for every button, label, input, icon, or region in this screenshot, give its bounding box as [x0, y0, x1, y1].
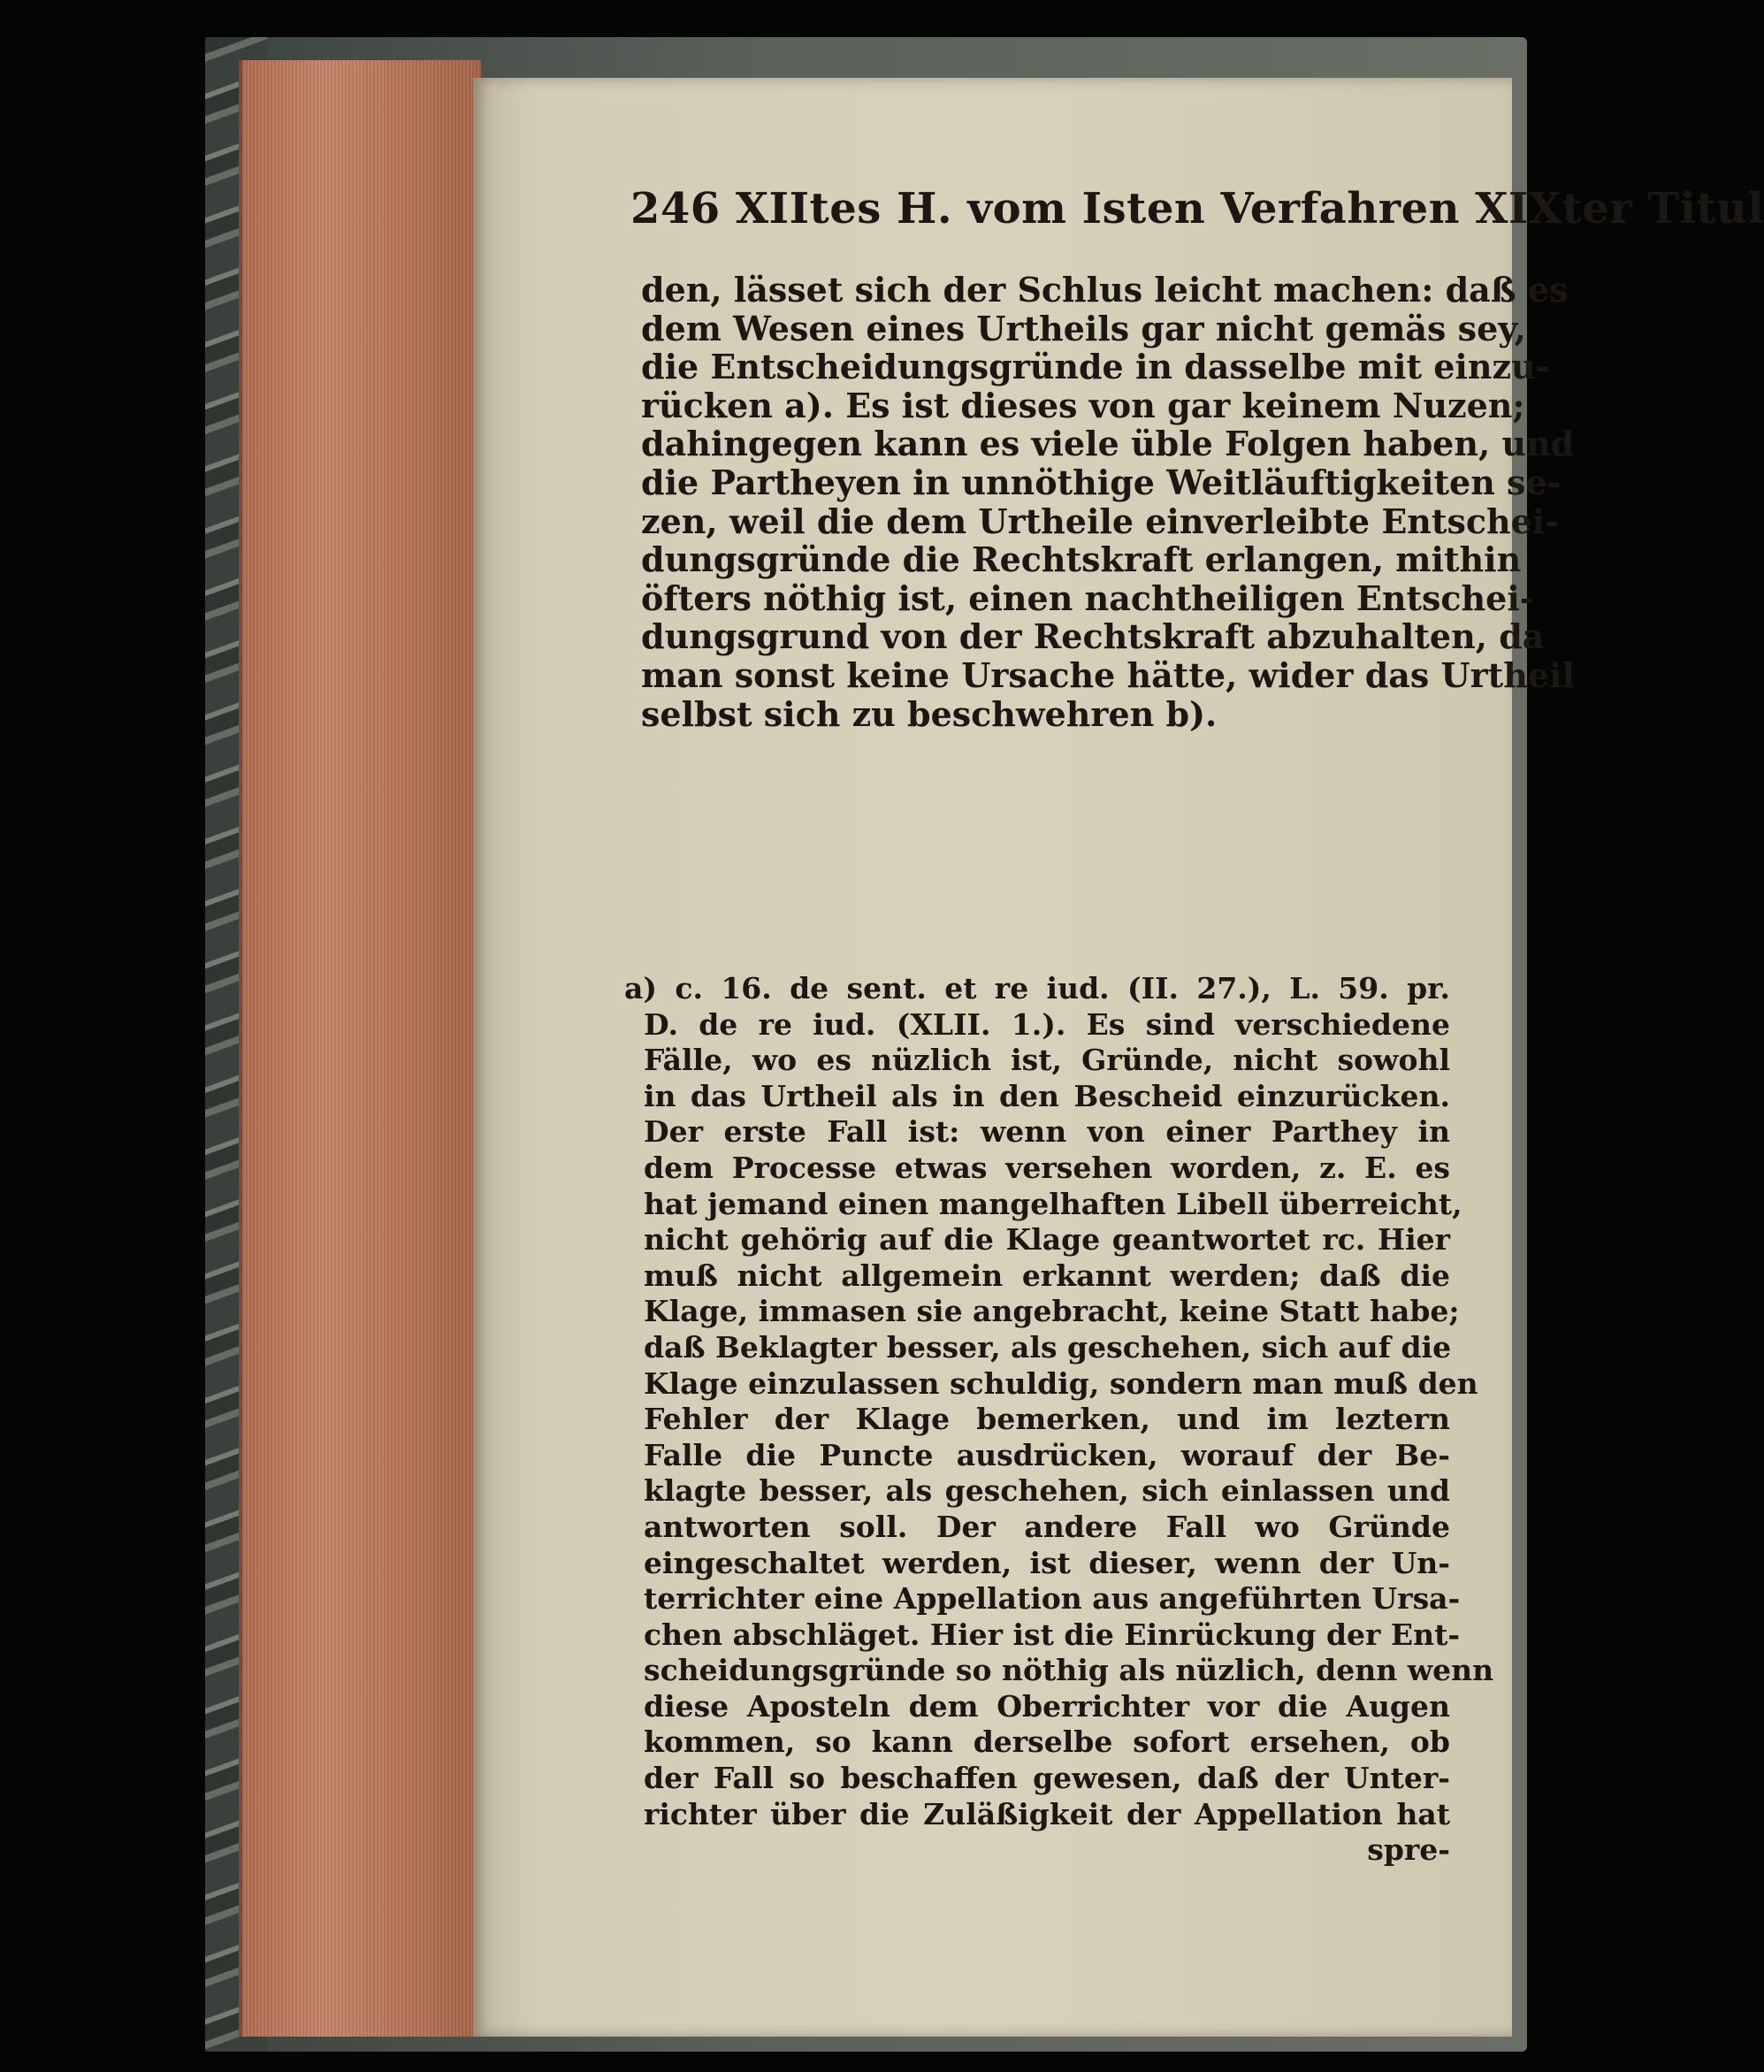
footnote-line: chen abschläget. Hier ist die Einrückung der Ent-: [644, 1617, 1461, 1652]
main-line: zen, weil die dem Urtheile einverleibte Entschei-: [641, 501, 1560, 541]
main-line: dungsgründe die Rechtskraft erlangen, mithin: [641, 539, 1522, 580]
main-line: dem Wesen eines Urtheils gar nicht gemäs sey,: [641, 308, 1526, 348]
footnote-line: Falle die Puncte ausdrücken, worauf der Be-: [644, 1437, 1450, 1472]
footnote-line: Klage einzulassen schuldig, sondern man muß den: [644, 1365, 1478, 1401]
main-text: [641, 270, 1575, 734]
main-line: den, lässet sich der Schlus leicht machen: daß es: [641, 270, 1569, 310]
footnote-line: Klage, immasen sie angebracht, keine Statt habe;: [644, 1294, 1460, 1329]
footnote-line: Fälle, wo es nüzlich ist, Gründe, nicht sowohl: [644, 1043, 1450, 1078]
footnote-line: diese Aposteln dem Oberrichter vor die Augen: [644, 1688, 1450, 1724]
footnote-line: richter über die Zuläßigkeit der Appellation hat: [644, 1796, 1450, 1831]
footnote-line: nicht gehörig auf die Klage geantwortet rc. Hier: [644, 1222, 1450, 1258]
footnote-line: hat jemand einen mangelhaften Libell überreicht,: [644, 1186, 1462, 1221]
running-header: 246 XIItes H. vom Isten Verfahren XIXter Titul: [630, 184, 1764, 233]
footnote-line: eingeschaltet werden, ist dieser, wenn der Un-: [644, 1545, 1450, 1580]
footnote-line: terrichter eine Appellation aus angeführten Ursa-: [644, 1581, 1461, 1617]
footnote-line: Der erste Fall ist: wenn von einer Parthey in: [644, 1114, 1450, 1150]
footnote-line: dem Processe etwas versehen worden, z. E. es: [644, 1150, 1450, 1185]
footnote-line: D. de re iud. (XLII. 1.). Es sind verschiedene: [644, 1006, 1450, 1042]
footnote-line: scheidungsgründe so nöthig als nüzlich, denn wenn: [644, 1653, 1494, 1688]
footnote-line: der Fall so beschaffen gewesen, daß der Unter-: [644, 1761, 1450, 1796]
main-line: rücken a). Es ist dieses von gar keinem Nuzen;: [641, 385, 1525, 425]
footnote-line: daß Beklagter besser, als geschehen, sich auf die: [644, 1329, 1452, 1365]
main-line: dungsgrund von der Rechtskraft abzuhalten, da: [641, 616, 1545, 657]
page-text: [473, 78, 1764, 2037]
main-line: dahingegen kann es viele üble Folgen haben, und: [641, 424, 1575, 464]
main-line: selbst sich zu beschwehren b).: [641, 693, 1218, 734]
main-line: öfters nöthig ist, einen nachtheiligen Entschei-: [641, 577, 1534, 618]
book-page: [473, 78, 1764, 2037]
footnote-line: a) c. 16. de sent. et re iud. (II. 27.), L. 59. pr.: [624, 971, 1450, 1005]
main-line: die Partheyen in unnöthige Weitläuftigkeiten se-: [641, 462, 1562, 502]
catchword: spre-: [1367, 1832, 1450, 1868]
footnote-line: klagte besser, als geschehen, sich einlassen und: [644, 1473, 1450, 1509]
footnote-line: in das Urtheil als in den Bescheid einzurücken.: [644, 1078, 1450, 1113]
footnote-line: Fehler der Klage bemerken, und im leztern: [644, 1402, 1450, 1437]
main-line: man sonst keine Ursache hätte, wider das Urtheil: [641, 654, 1575, 695]
page-edges: [239, 60, 481, 2037]
footnote-line: muß nicht allgemein erkannt werden; daß die: [644, 1258, 1450, 1293]
main-line: die Entscheidungsgründe in dasselbe mit einzu-: [641, 347, 1550, 387]
footnote-line: kommen, so kann derselbe sofort ersehen, ob: [644, 1724, 1450, 1760]
footnote-line: antworten soll. Der andere Fall wo Gründe: [644, 1509, 1450, 1544]
footnotes: [624, 971, 1494, 1869]
